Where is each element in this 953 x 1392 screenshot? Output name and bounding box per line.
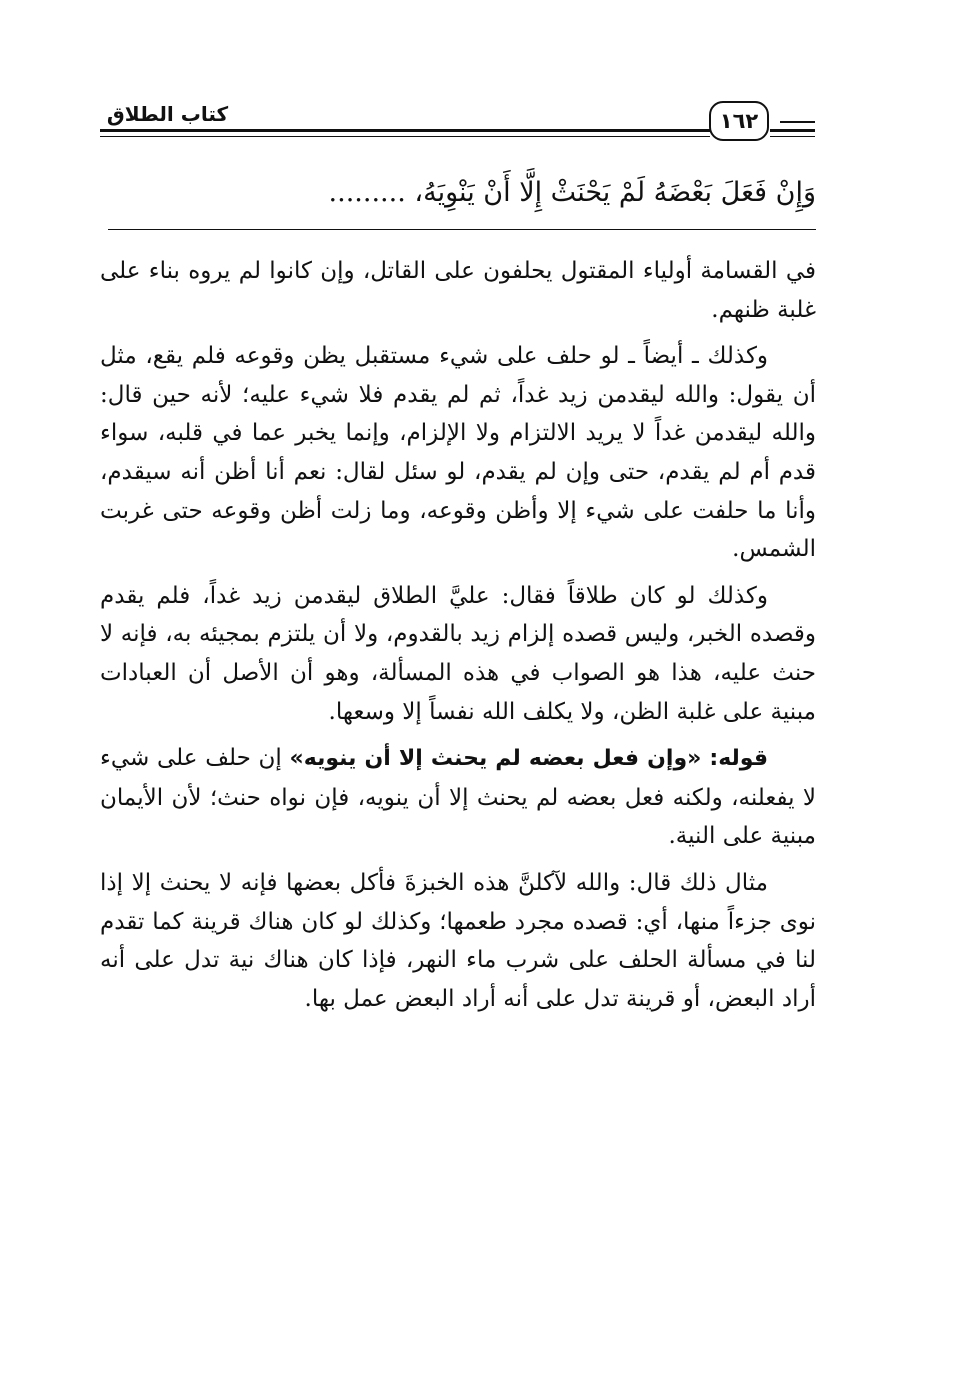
- paragraph-text: إن حلف على شيء لا يفعلنه، ولكنه فعل بعضه لم يحنث إلا أن ينويه، فإن نواه حنث؛ لأن الأيمان مبنية على النية.: [100, 745, 816, 850]
- matn-separator-rule: [108, 229, 816, 230]
- running-head-title: كتاب الطلاق: [106, 102, 229, 126]
- paragraph: وكذلك ـ أيضاً ـ لو حلف على شيء مستقبل يظن وقوعه فلم يقع، مثل أن يقول: والله ليقدمن زيد غداً، ثم لم يقدم فلا شيء عليه؛ لأنه حين قال: والله ليقدمن غداً لا يريد الالتزام ولا الإلزام، وإنما يخبر عما في قلبه، سواء قدم أم لم يقدم، حتى وإن لم يقدم، لو سئل لقال: نعم أنا أظن أنه سيقدم، وأنا ما حلفت على شيء إلا وأظن وقوعه، وما زلت أظن وقوعه حتى غربت الشمس.: [100, 343, 816, 563]
- page-number-box: ١٦٢: [709, 101, 769, 141]
- header-rule-thin: [100, 136, 710, 137]
- header-rule-thick-right: [770, 129, 815, 132]
- commentary-body: [100, 252, 816, 1026]
- paragraph: في القسامة أولياء المقتول يحلفون على القاتل، وإن كانوا لم يروه بناء على غلبة ظنهم.: [100, 258, 816, 323]
- paragraph: وكذلك لو كان طلاقاً فقال: عليَّ الطلاق ليقدمن زيد غداً، فلم يقدم وقصده الخبر، وليس قصده إلزام زيد بالقدوم، ولا أن يلتزم بمجيئه به، فإنه لا حنث عليه، هذا هو الصواب في هذه المسألة، وهو أن الأصل أن العبادات مبنية على غلبة الظن، ولا يكلف الله نفساً إلا وسعها.: [100, 582, 816, 725]
- paragraph: مثال ذلك قال: والله لآكلنَّ هذه الخبزةَ فأكل بعضها فإنه لا يحنث إلا إذا نوى جزءاً منها، أي: قصده مجرد طعمها؛ وكذلك لو كان هناك قرينة كما تقدم لنا في مسألة الحلف على شرب ماء النهر، فإذا كان هناك نية تدل على أنه أراد البعض، أو قرينة تدل على أنه أراد البعض عمل بها.: [100, 869, 816, 1012]
- paragraph: [100, 739, 816, 856]
- header-rule-top-right: [780, 121, 815, 123]
- matn-text: وَإِنْ فَعَلَ بَعْضَهُ لَمْ يَحْنَثْ إِلَّا أَنْ يَنْوِيَهُ،: [414, 177, 816, 208]
- header-rule-thin-right: [770, 136, 815, 137]
- quoted-matn-lead: قوله: «وإن فعل بعضه لم يحنث إلا أن ينويه»: [289, 746, 768, 772]
- matn-line: [100, 165, 816, 221]
- matn-dots: .........: [328, 177, 406, 208]
- header-rule-thick: [100, 129, 710, 132]
